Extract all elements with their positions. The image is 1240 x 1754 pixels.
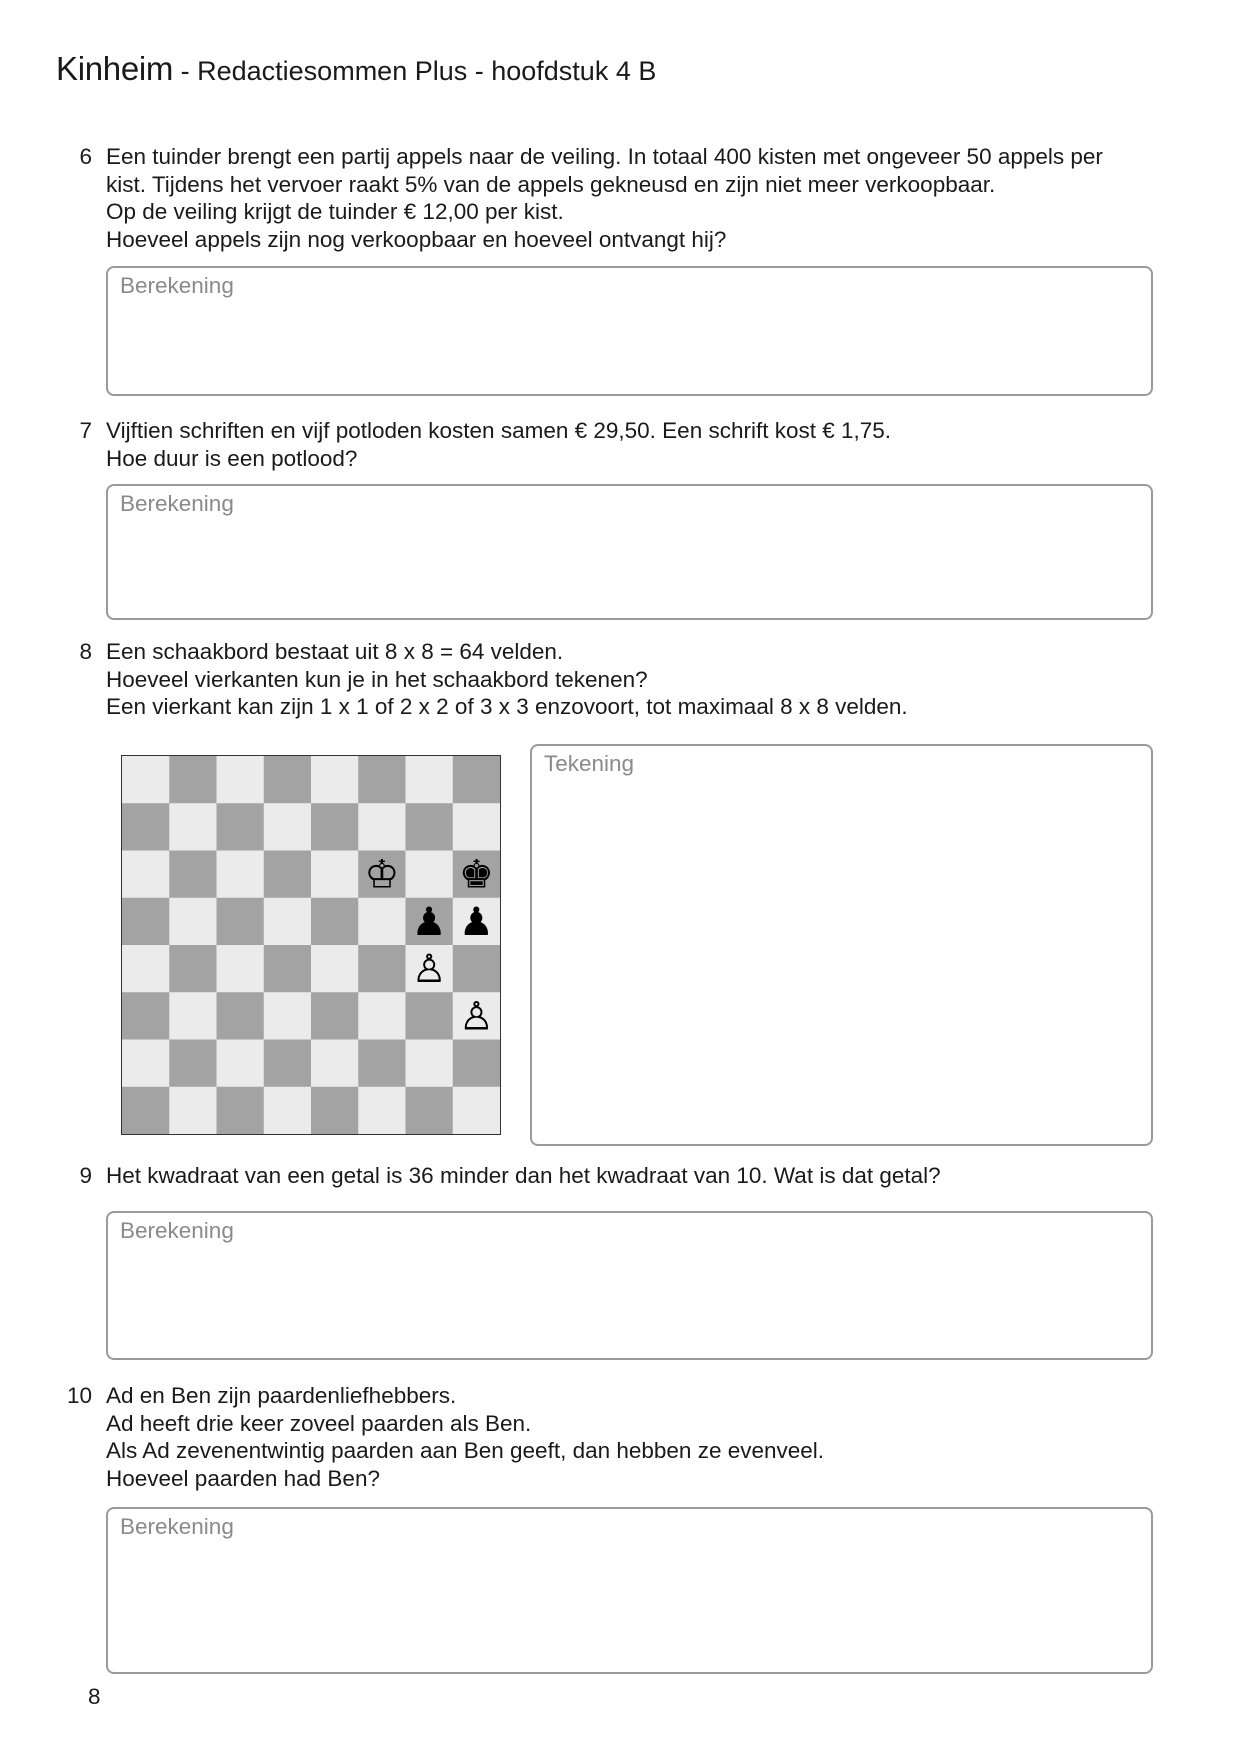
board-square (169, 1087, 217, 1134)
question-10-text (106, 1382, 1166, 1492)
board-square (264, 1040, 312, 1088)
board-square (311, 851, 359, 899)
chessboard (121, 755, 501, 1135)
page-header (56, 50, 656, 88)
question-line: Hoeveel vierkanten kun je in het schaakbord tekenen? (106, 666, 648, 692)
answer-box-label: Berekening (120, 273, 234, 298)
board-square (453, 1040, 500, 1088)
board-square (453, 803, 500, 851)
question-line: Hoeveel appels zijn nog verkoopbaar en hoeveel ontvangt hij? (106, 226, 727, 252)
white-pawn-icon: ♙ (458, 994, 494, 1040)
board-square (122, 945, 170, 993)
question-number: 7 (79, 418, 92, 443)
board-square (264, 803, 312, 851)
answer-box-10[interactable] (106, 1507, 1153, 1674)
board-square (311, 756, 359, 804)
board-square (169, 1040, 217, 1088)
black-king-icon: ♚ (458, 852, 494, 898)
board-square (311, 898, 359, 946)
question-7-text (106, 417, 1166, 472)
board-square (264, 945, 312, 993)
board-square (169, 756, 217, 804)
board-square (217, 1040, 265, 1088)
board-square (311, 945, 359, 993)
board-square (406, 1087, 454, 1134)
board-square (217, 992, 265, 1040)
board-square (406, 1040, 454, 1088)
board-square (358, 945, 406, 993)
white-pawn-icon: ♙ (411, 947, 447, 993)
drawing-box-8[interactable] (530, 744, 1153, 1146)
board-square (122, 1087, 170, 1134)
brand-logo: Kinheim (56, 50, 174, 87)
answer-box-label: Berekening (120, 1514, 234, 1539)
board-square (311, 1040, 359, 1088)
board-square (217, 945, 265, 993)
question-number: 6 (79, 144, 92, 169)
board-square (217, 1087, 265, 1134)
question-line: kist. Tijdens het vervoer raakt 5% van de appels gekneusd en zijn niet meer verkoopbaar. (106, 171, 996, 197)
board-square (311, 803, 359, 851)
board-square (122, 898, 170, 946)
answer-box-6[interactable] (106, 266, 1153, 396)
question-line: Een schaakbord bestaat uit 8 x 8 = 64 velden. (106, 639, 564, 664)
board-square (169, 803, 217, 851)
board-square (122, 992, 170, 1040)
board-square (453, 756, 500, 804)
board-square (264, 898, 312, 946)
question-line: Hoe duur is een potlood? (106, 445, 358, 471)
answer-box-label: Berekening (120, 491, 234, 516)
board-square (406, 803, 454, 851)
board-square (264, 756, 312, 804)
question-line: Een tuinder brengt een partij appels naar de veiling. In totaal 400 kisten met ongeveer 50 appels per (106, 144, 1103, 169)
board-square (264, 1087, 312, 1134)
board-square (122, 803, 170, 851)
board-square (311, 1087, 359, 1134)
board-square (406, 992, 454, 1040)
board-square (264, 851, 312, 899)
page-title: - Redactiesommen Plus - hoofdstuk 4 B (173, 56, 657, 86)
question-line: Het kwadraat van een getal is 36 minder dan het kwadraat van 10. Wat is dat getal? (106, 1163, 941, 1188)
question-line: Op de veiling krijgt de tuinder € 12,00 per kist. (106, 199, 564, 225)
board-square (453, 1087, 500, 1134)
board-square (358, 1087, 406, 1134)
chessboard-svg (122, 756, 500, 1134)
question-number: 9 (79, 1163, 92, 1188)
question-line: Een vierkant kan zijn 1 x 1 of 2 x 2 of 3 x 3 enzovoort, tot maximaal 8 x 8 velden. (106, 694, 908, 720)
page-number: 8 (88, 1684, 101, 1709)
board-square (122, 756, 170, 804)
board-square (358, 1040, 406, 1088)
board-square (169, 992, 217, 1040)
drawing-box-label: Tekening (544, 751, 635, 776)
question-number: 8 (79, 639, 92, 664)
question-line: Ad en Ben zijn paardenliefhebbers. (106, 1383, 457, 1408)
board-square (217, 851, 265, 899)
white-king-icon: ♔ (364, 852, 400, 898)
board-square (406, 851, 454, 899)
board-square (453, 945, 500, 993)
board-square (358, 803, 406, 851)
board-square (122, 1040, 170, 1088)
answer-box-9[interactable] (106, 1211, 1153, 1360)
board-square (217, 803, 265, 851)
board-square (122, 851, 170, 899)
board-square (169, 898, 217, 946)
board-square (169, 945, 217, 993)
question-9-text (106, 1162, 1166, 1190)
board-square (358, 898, 406, 946)
question-number: 10 (66, 1383, 92, 1408)
board-square (358, 756, 406, 804)
answer-box-label: Berekening (120, 1218, 234, 1243)
board-square (358, 992, 406, 1040)
black-pawn-icon: ♟ (411, 899, 447, 945)
board-square (311, 992, 359, 1040)
board-square (169, 851, 217, 899)
question-line: Vijftien schriften en vijf potloden kosten samen € 29,50. Een schrift kost € 1,75. (106, 418, 892, 443)
answer-box-7[interactable] (106, 484, 1153, 620)
question-line: Hoeveel paarden had Ben? (106, 1465, 380, 1491)
board-square (264, 992, 312, 1040)
black-pawn-icon: ♟ (458, 899, 494, 945)
question-line: Als Ad zevenentwintig paarden aan Ben geeft, dan hebben ze evenveel. (106, 1438, 825, 1464)
question-8-text (106, 638, 1166, 721)
question-6-text (106, 143, 1166, 253)
board-square (217, 898, 265, 946)
board-square (406, 756, 454, 804)
question-line: Ad heeft drie keer zoveel paarden als Ben. (106, 1410, 532, 1436)
board-square (217, 756, 265, 804)
